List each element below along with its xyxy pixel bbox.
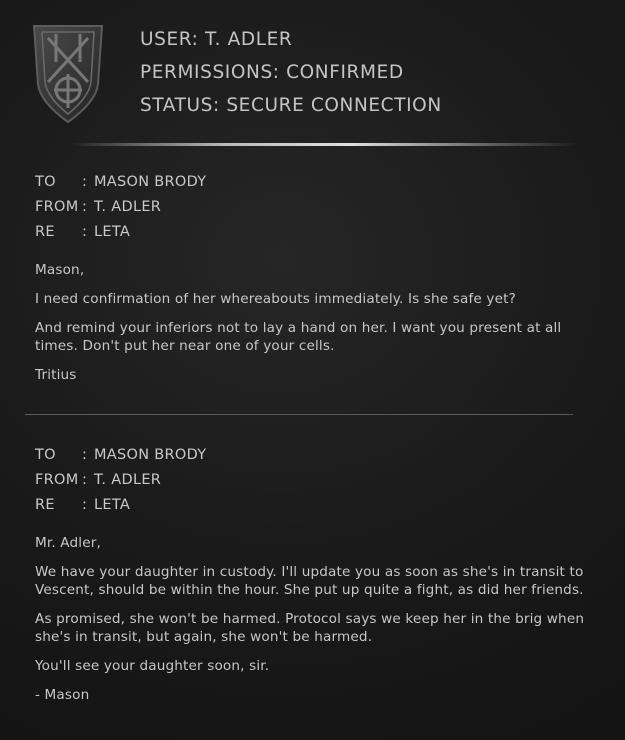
to-row — [35, 445, 587, 470]
message-header — [35, 172, 587, 247]
message-header — [35, 445, 587, 520]
re-value: LETA — [94, 224, 131, 240]
body-paragraph: We have your daughter in custody. I'll update you as soon as she's in transit to Vescent, should be within the hour. She put up quite a fight, as did her friends. — [35, 564, 584, 598]
user-status: USER: T. ADLER — [140, 29, 293, 50]
re-label: RE — [35, 224, 55, 240]
separator: : — [82, 472, 88, 488]
to-value: MASON BRODY — [94, 447, 207, 463]
session-status — [140, 28, 442, 127]
signature: Tritius — [35, 367, 77, 383]
separator: : — [82, 199, 88, 215]
re-row — [35, 495, 587, 520]
re-row — [35, 222, 587, 247]
body-paragraph: As promised, she won't be harmed. Protocol says we keep her in the brig when she's in transit, but again, she won't be harmed. — [35, 611, 585, 645]
to-row — [35, 172, 587, 197]
message-body — [35, 534, 587, 704]
signature: - Mason — [35, 687, 90, 703]
from-value: T. ADLER — [94, 472, 162, 488]
message-body — [35, 261, 587, 384]
from-value: T. ADLER — [94, 199, 162, 215]
header — [0, 0, 625, 150]
re-value: LETA — [94, 497, 131, 513]
to-value: MASON BRODY — [94, 174, 207, 190]
to-label: TO — [35, 174, 56, 190]
salutation: Mr. Adler, — [35, 535, 101, 551]
separator: : — [82, 174, 88, 190]
salutation: Mason, — [35, 262, 85, 278]
message-1 — [35, 172, 587, 384]
from-label: FROM — [35, 199, 79, 215]
to-label: TO — [35, 447, 56, 463]
separator: : — [82, 224, 88, 240]
shield-crest-icon — [32, 22, 104, 126]
body-paragraph: You'll see your daughter soon, sir. — [35, 658, 270, 674]
permissions-status: PERMISSIONS: CONFIRMED — [140, 62, 404, 83]
message-2 — [35, 445, 587, 704]
from-row — [35, 470, 587, 495]
header-divider — [70, 143, 580, 146]
message-divider — [25, 414, 573, 415]
separator: : — [82, 497, 88, 513]
from-label: FROM — [35, 472, 79, 488]
re-label: RE — [35, 497, 55, 513]
connection-status: STATUS: SECURE CONNECTION — [140, 95, 442, 116]
from-row — [35, 197, 587, 222]
body-paragraph: And remind your inferiors not to lay a hand on her. I want you present at all times. Don't put her near one of your cells. — [35, 320, 562, 354]
body-paragraph: I need confirmation of her whereabouts immediately. Is she safe yet? — [35, 291, 516, 307]
separator: : — [82, 447, 88, 463]
